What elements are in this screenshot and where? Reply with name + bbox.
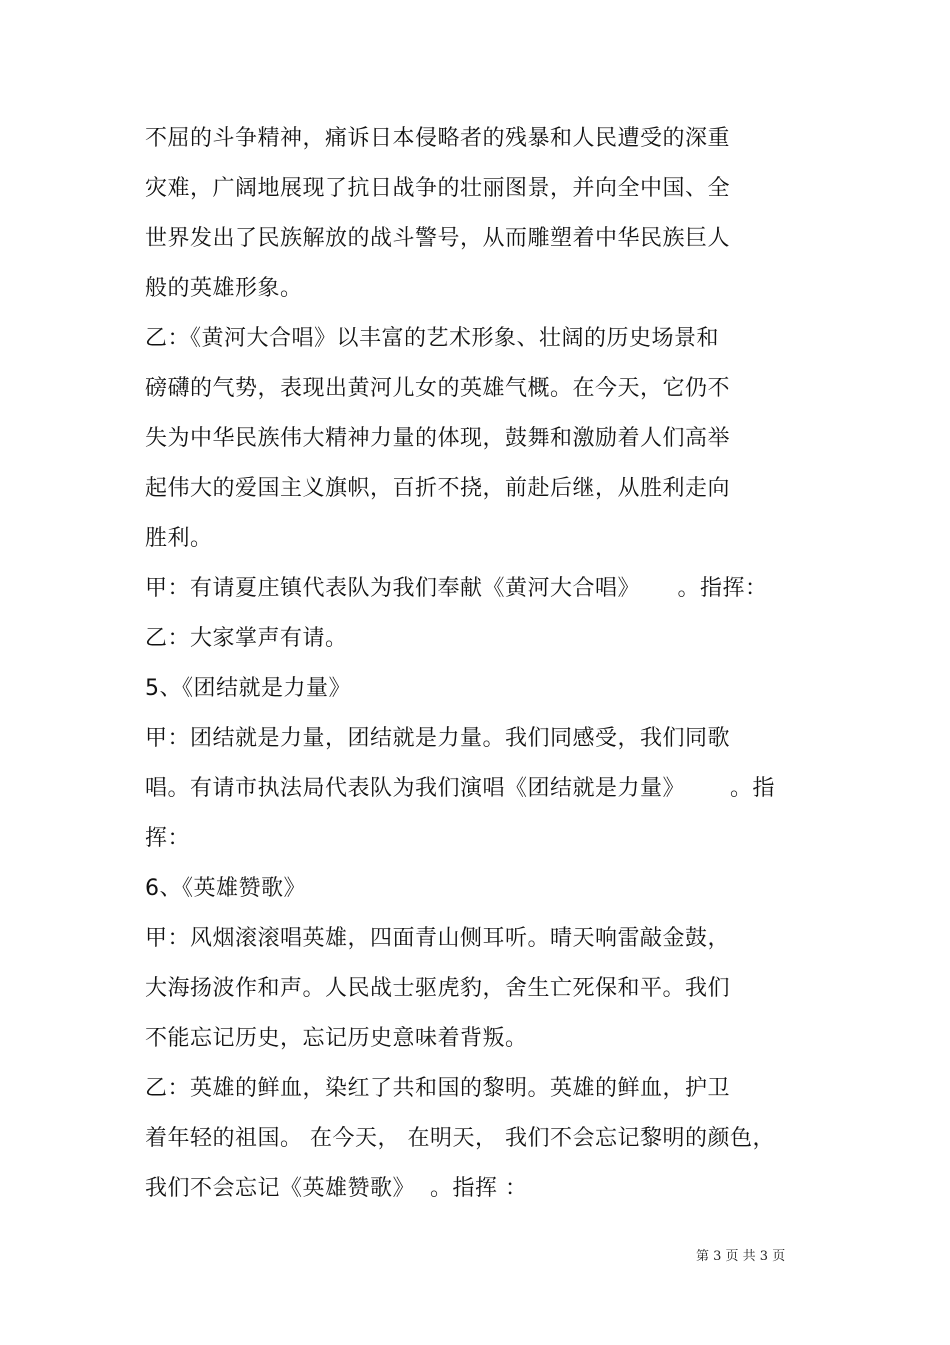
text-line-21: 着年轻的祖国。 在今天， 在明天， 我们不会忘记黎明的颜色，: [145, 1126, 775, 1151]
text-line-20: 乙：英雄的鲜血，染红了共和国的黎明。英雄的鲜血，护卫: [145, 1076, 731, 1101]
section-heading-5: 5、《团结就是力量》: [145, 676, 351, 701]
text-line-7: 失为中华民族伟大精神力量的体现，鼓舞和激励着人们高举: [145, 426, 731, 451]
text-line-14: 唱。有请市执法局代表队为我们演唱《团结就是力量》 。指: [145, 776, 775, 801]
section-heading-6: 6、《英雄赞歌》: [145, 876, 306, 901]
text-line-3: 世界发出了民族解放的战斗警号，从而雕塑着中华民族巨人: [145, 226, 731, 251]
text-line-5: 乙：《黄河大合唱》以丰富的艺术形象、壮阔的历史场景和: [145, 326, 720, 351]
text-line-13: 甲：团结就是力量，团结就是力量。我们同感受，我们同歌: [145, 726, 731, 751]
text-line-10: 甲：有请夏庄镇代表队为我们奉献《黄河大合唱》 。指挥：: [145, 576, 768, 601]
text-line-19: 不能忘记历史，忘记历史意味着背叛。: [145, 1026, 528, 1051]
text-line-18: 大海扬波作和声。人民战士驱虎豹，舍生亡死保和平。我们: [145, 976, 731, 1001]
text-line-22: 我们不会忘记《英雄赞歌》 。指挥 ：: [145, 1176, 528, 1201]
text-line-15: 挥：: [145, 826, 191, 851]
text-line-8: 起伟大的爱国主义旗帜，百折不挠，前赴后继，从胜利走向: [145, 476, 731, 501]
text-line-6: 磅礴的气势，表现出黄河儿女的英雄气概。在今天，它仍不: [145, 376, 731, 401]
text-line-9: 胜利。: [145, 526, 213, 551]
text-line-17: 甲：风烟滚滚唱英雄，四面青山侧耳听。晴天响雷敲金鼓，: [145, 926, 731, 951]
text-line-11: 乙：大家掌声有请。: [145, 626, 348, 651]
text-line-4: 般的英雄形象。: [145, 276, 303, 301]
text-line-1: 不屈的斗争精神，痛诉日本侵略者的残暴和人民遭受的深重: [145, 126, 731, 151]
text-line-2: 灾难，广阔地展现了抗日战争的壮丽图景，并向全中国、全: [145, 176, 731, 201]
page-number-footer: 第 3 页 共 3 页: [696, 1249, 786, 1264]
